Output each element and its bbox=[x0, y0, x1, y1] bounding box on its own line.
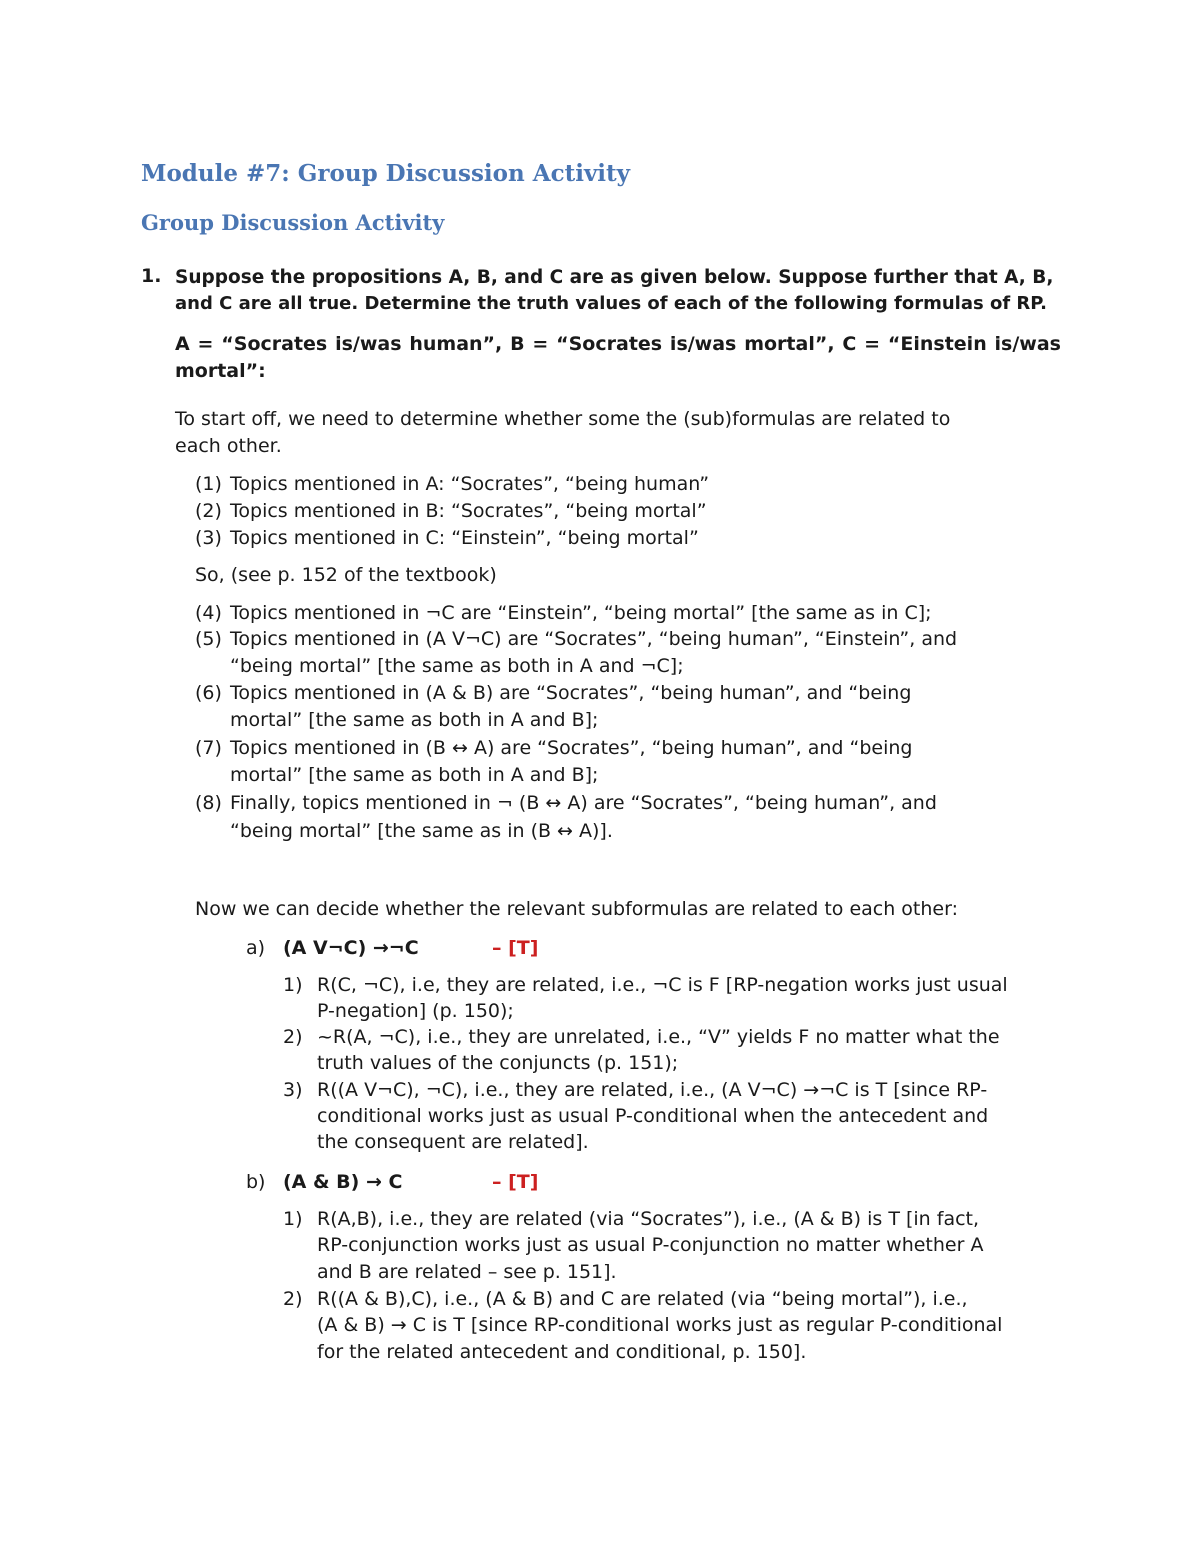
topic-text-cont: “being mortal” [the same as in (B ↔ A)]. bbox=[230, 820, 613, 842]
step-text-cont: truth values of the conjuncts (p. 151); bbox=[317, 1052, 679, 1074]
topic-text: Finally, topics mentioned in ¬ (B ↔ A) are “Socrates”, “being human”, and bbox=[230, 792, 937, 814]
step-text: ~R(A, ¬C), i.e., they are unrelated, i.e., “V” yields F no matter what the bbox=[317, 1026, 1000, 1048]
step-text-cont: and B are related – see p. 151]. bbox=[317, 1261, 617, 1283]
topic-text: Topics mentioned in B: “Socrates”, “being mortal” bbox=[230, 500, 707, 522]
step-number: 2) bbox=[283, 1026, 303, 1048]
step-text-cont: RP-conjunction works just as usual P-conjunction no matter whether A bbox=[317, 1234, 984, 1256]
step-text: R(C, ¬C), i.e, they are related, i.e., ¬C is F [RP-negation works just usual bbox=[317, 974, 1008, 996]
topic-number: (8) bbox=[195, 792, 222, 814]
part-b-formula: (A & B) → C bbox=[283, 1171, 403, 1193]
topic-text: Topics mentioned in (B ↔ A) are “Socrates”, “being human”, and “being bbox=[230, 737, 913, 759]
topic-number: (6) bbox=[195, 682, 222, 704]
topic-number: (3) bbox=[195, 527, 222, 549]
topic-text-cont: mortal” [the same as both in A and B]; bbox=[230, 709, 599, 731]
step-text: R(A,B), i.e., they are related (via “Socrates”), i.e., (A & B) is T [in fact, bbox=[317, 1208, 980, 1230]
step-number: 2) bbox=[283, 1288, 303, 1310]
intro-line-2: each other. bbox=[175, 435, 282, 457]
step-text-cont: the consequent are related]. bbox=[317, 1131, 589, 1153]
question-line-1: Suppose the propositions A, B, and C are as given below. Suppose further that A, B, bbox=[175, 267, 1054, 288]
topic-text: Topics mentioned in A: “Socrates”, “being human” bbox=[230, 473, 710, 495]
step-number: 3) bbox=[283, 1079, 303, 1101]
part-a-result: – [T] bbox=[492, 937, 539, 959]
step-number: 1) bbox=[283, 1208, 303, 1230]
intro-line-1: To start off, we need to determine whether some the (sub)formulas are related to bbox=[175, 408, 951, 430]
proposition-definitions bbox=[175, 331, 1061, 385]
part-b-label: b) bbox=[246, 1171, 266, 1193]
step-text: R((A V¬C), ¬C), i.e., they are related, i.e., (A V¬C) →¬C is T [since RP- bbox=[317, 1079, 988, 1101]
step-number: 1) bbox=[283, 974, 303, 996]
topic-text: Topics mentioned in ¬C are “Einstein”, “being mortal” [the same as in C]; bbox=[230, 602, 932, 624]
step-text: R((A & B),C), i.e., (A & B) and C are related (via “being mortal”), i.e., bbox=[317, 1288, 968, 1310]
part-a-formula: (A V¬C) →¬C bbox=[283, 937, 419, 959]
so-line: So, (see p. 152 of the textbook) bbox=[195, 564, 497, 586]
part-b-result: – [T] bbox=[492, 1171, 539, 1193]
topic-text: Topics mentioned in (A V¬C) are “Socrates”, “being human”, “Einstein”, and bbox=[230, 628, 958, 650]
topic-number: (7) bbox=[195, 737, 222, 759]
intro-paragraph bbox=[175, 406, 1055, 460]
topic-number: (2) bbox=[195, 500, 222, 522]
topic-number: (4) bbox=[195, 602, 222, 624]
topic-number: (1) bbox=[195, 473, 222, 495]
question-text bbox=[175, 265, 1061, 317]
topic-number: (5) bbox=[195, 628, 222, 650]
page-title: Module #7: Group Discussion Activity bbox=[141, 160, 631, 187]
question-line-2: and C are all true. Determine the truth values of each of the following formulas of RP. bbox=[175, 293, 1048, 314]
step-text-cont: P-negation] (p. 150); bbox=[317, 1000, 514, 1022]
definition-line-2: mortal”: bbox=[175, 360, 266, 382]
step-text-cont: (A & B) → C is T [since RP-conditional works just as regular P-conditional bbox=[317, 1314, 1003, 1336]
definition-line-1: A = “Socrates is/was human”, B = “Socrates is/was mortal”, C = “Einstein is/was bbox=[175, 333, 1061, 355]
question-number: 1. bbox=[141, 265, 162, 287]
section-heading: Group Discussion Activity bbox=[141, 210, 445, 235]
topic-text: Topics mentioned in (A & B) are “Socrates”, “being human”, and “being bbox=[230, 682, 912, 704]
topic-text: Topics mentioned in C: “Einstein”, “being mortal” bbox=[230, 527, 699, 549]
part-a-label: a) bbox=[246, 937, 266, 959]
step-text-cont: conditional works just as usual P-conditional when the antecedent and bbox=[317, 1105, 989, 1127]
now-line: Now we can decide whether the relevant subformulas are related to each other: bbox=[195, 898, 958, 920]
step-text-cont: for the related antecedent and conditional, p. 150]. bbox=[317, 1341, 807, 1363]
topic-text-cont: mortal” [the same as both in A and B]; bbox=[230, 764, 599, 786]
topic-text-cont: “being mortal” [the same as both in A and ¬C]; bbox=[230, 655, 684, 677]
